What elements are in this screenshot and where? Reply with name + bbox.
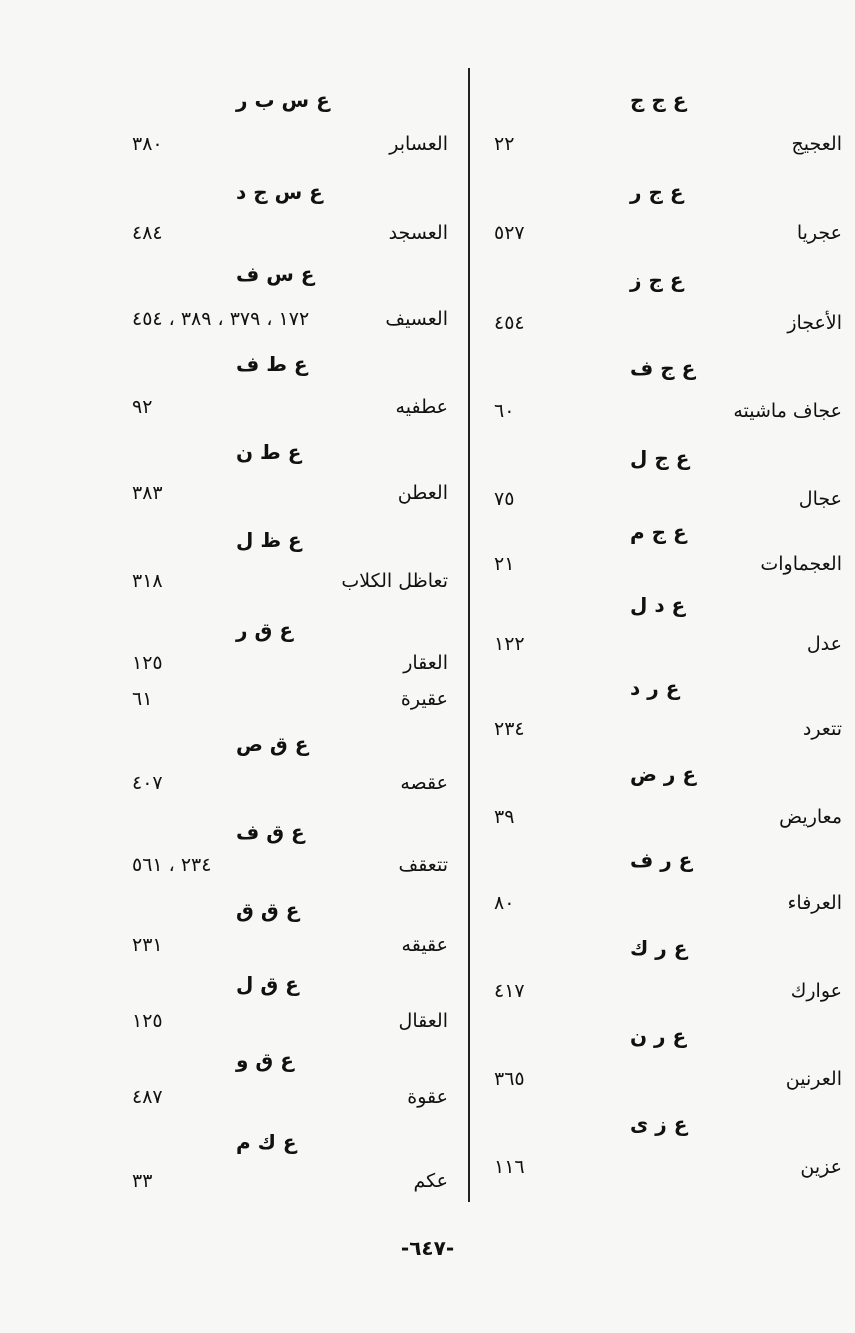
entry-pages: ٣٩ [494, 806, 515, 828]
entry-pages: ٤٠٧ [132, 772, 163, 794]
root-heading-row [110, 972, 448, 1012]
entry-word: العطن [397, 482, 448, 504]
root-heading: ع ج ف [630, 356, 696, 380]
root-heading-row [470, 1024, 842, 1064]
entry-word: عكم [413, 1170, 448, 1192]
root-heading: ع ر ك [630, 936, 688, 960]
entry-pages: ٢١ [494, 553, 515, 575]
entry-word: عقيقه [401, 934, 448, 956]
entry-word: عجاف ماشيته [733, 400, 842, 422]
index-entry [110, 1010, 448, 1050]
index-entry [470, 400, 842, 440]
index-entry [110, 854, 448, 894]
entry-pages: ٤٥٤ [494, 312, 525, 334]
root-heading: ع ط ن [236, 440, 302, 464]
entry-pages: ٢٣٤ [494, 718, 525, 740]
root-heading: ع ر ض [630, 762, 697, 786]
entry-pages: ٤٨٧ [132, 1086, 163, 1108]
entry-pages: ٣٦٥ [494, 1068, 525, 1090]
root-heading: ع س ج د [236, 180, 323, 204]
entry-pages: ٩٢ [132, 396, 153, 418]
entry-word: عقوة [407, 1086, 448, 1108]
entry-pages: ٤١٧ [494, 980, 525, 1002]
entry-word: عقصه [400, 772, 448, 794]
entry-pages: ١٢٥ [132, 652, 163, 674]
entry-word: تتعقف [398, 854, 448, 876]
entry-word: عطفيه [395, 396, 448, 418]
root-heading-row [110, 180, 448, 220]
root-heading-row [470, 848, 842, 888]
index-entry [110, 1086, 448, 1126]
index-entry [110, 1170, 448, 1210]
entry-pages: ٣٨٣ [132, 482, 163, 504]
root-heading: ع ق ق [236, 898, 300, 922]
root-heading-row [470, 180, 842, 220]
entry-word: العقال [398, 1010, 448, 1032]
entry-word: العرفاء [787, 892, 842, 914]
index-entry [470, 1068, 842, 1108]
root-heading: ع ر ف [630, 848, 693, 872]
entry-word: عدل [806, 633, 842, 655]
root-heading-row [110, 88, 448, 128]
root-heading: ع ق و [236, 1048, 294, 1072]
entry-pages: ٣١٨ [132, 570, 163, 592]
root-heading-row [470, 356, 842, 396]
root-heading: ع ق ل [236, 972, 299, 996]
index-entry [110, 222, 448, 262]
root-heading: ع ر د [630, 676, 680, 700]
index-entry [470, 553, 842, 593]
entry-word: عجريا [796, 222, 842, 244]
root-heading: ع ق ف [236, 820, 305, 844]
root-heading-row [110, 898, 448, 938]
root-heading: ع ج ر [630, 180, 684, 204]
root-heading: ع س ف [236, 262, 315, 286]
index-entry [110, 772, 448, 812]
entry-word: عجال [798, 488, 842, 510]
index-entry [110, 570, 448, 610]
entry-pages: ٣٣ [132, 1170, 153, 1192]
entry-pages: ٢٣٤ ، ٥٦١ [132, 854, 212, 876]
index-entry [110, 688, 448, 728]
entry-pages: ١١٦ [494, 1156, 525, 1178]
index-entry [470, 892, 842, 932]
root-heading-row [110, 352, 448, 392]
entry-pages: ٧٥ [494, 488, 515, 510]
root-heading: ع ظ ل [236, 528, 302, 552]
root-heading-row [470, 268, 842, 308]
index-entry [110, 396, 448, 436]
entry-word: عقيرة [400, 688, 448, 710]
root-heading-row [110, 1048, 448, 1088]
entry-word: العسيف [385, 308, 448, 330]
index-entry [470, 718, 842, 758]
entry-pages: ٣٨٠ [132, 133, 163, 155]
entry-word: معاريض [779, 806, 842, 828]
root-heading-row [470, 676, 842, 716]
page-number: -٦٤٧- [400, 1236, 455, 1260]
index-entry [110, 308, 448, 348]
root-heading: ع ط ف [236, 352, 308, 376]
entry-word: تعاظل الكلاب [341, 570, 448, 592]
entry-word: العقار [403, 652, 448, 674]
root-heading: ع ق ص [236, 732, 309, 756]
entry-pages: ٨٠ [494, 892, 515, 914]
index-entry [110, 133, 448, 173]
entry-pages: ٦٠ [494, 400, 515, 422]
entry-word: العسابر [389, 133, 448, 155]
root-heading: ع ج ج [630, 88, 687, 112]
root-heading: ع ز ى [630, 1112, 688, 1136]
index-entry [470, 1156, 842, 1196]
root-heading-row [110, 440, 448, 480]
root-heading-row [110, 262, 448, 302]
entry-pages: ٢٢ [494, 133, 515, 155]
root-heading-row [470, 593, 842, 633]
entry-word: العجماوات [760, 553, 842, 575]
entry-word: عوارك [790, 980, 842, 1002]
index-entry [470, 806, 842, 846]
root-heading-row [470, 446, 842, 486]
index-entry [470, 222, 842, 262]
index-entry [110, 652, 448, 692]
entry-pages: ٢٣١ [132, 934, 163, 956]
root-heading-row [470, 936, 842, 976]
root-heading-row [470, 1112, 842, 1152]
root-heading-row [110, 1130, 448, 1170]
index-entry [470, 312, 842, 352]
root-heading: ع ج م [630, 520, 687, 544]
entry-pages: ٤٨٤ [132, 222, 163, 244]
index-entry [110, 934, 448, 974]
entry-word: العجيج [791, 133, 842, 155]
entry-pages: ١٢٥ [132, 1010, 163, 1032]
root-heading: ع س ب ر [236, 88, 330, 112]
root-heading: ع ر ن [630, 1024, 687, 1048]
index-entry [110, 482, 448, 522]
entry-word: تتعرد [802, 718, 842, 740]
entry-word: العرنين [785, 1068, 842, 1090]
root-heading: ع ج ل [630, 446, 690, 470]
entry-pages: ٦١ [132, 688, 153, 710]
entry-word: عزين [800, 1156, 842, 1178]
entry-pages: ١٢٢ [494, 633, 525, 655]
root-heading-row [110, 528, 448, 568]
root-heading: ع ق ر [236, 618, 293, 642]
entry-pages: ١٧٢ ، ٣٧٩ ، ٣٨٩ ، ٤٥٤ [132, 308, 310, 330]
entry-word: الأعجاز [787, 312, 842, 334]
index-entry [470, 133, 842, 173]
index-entry [470, 980, 842, 1020]
root-heading-row [470, 88, 842, 128]
root-heading-row [470, 762, 842, 802]
index-entry [470, 633, 842, 673]
entry-pages: ٥٢٧ [494, 222, 525, 244]
root-heading: ع ك م [236, 1130, 297, 1154]
root-heading: ع ج ز [630, 268, 684, 292]
root-heading: ع د ل [630, 593, 686, 617]
entry-word: العسجد [388, 222, 448, 244]
root-heading-row [110, 732, 448, 772]
